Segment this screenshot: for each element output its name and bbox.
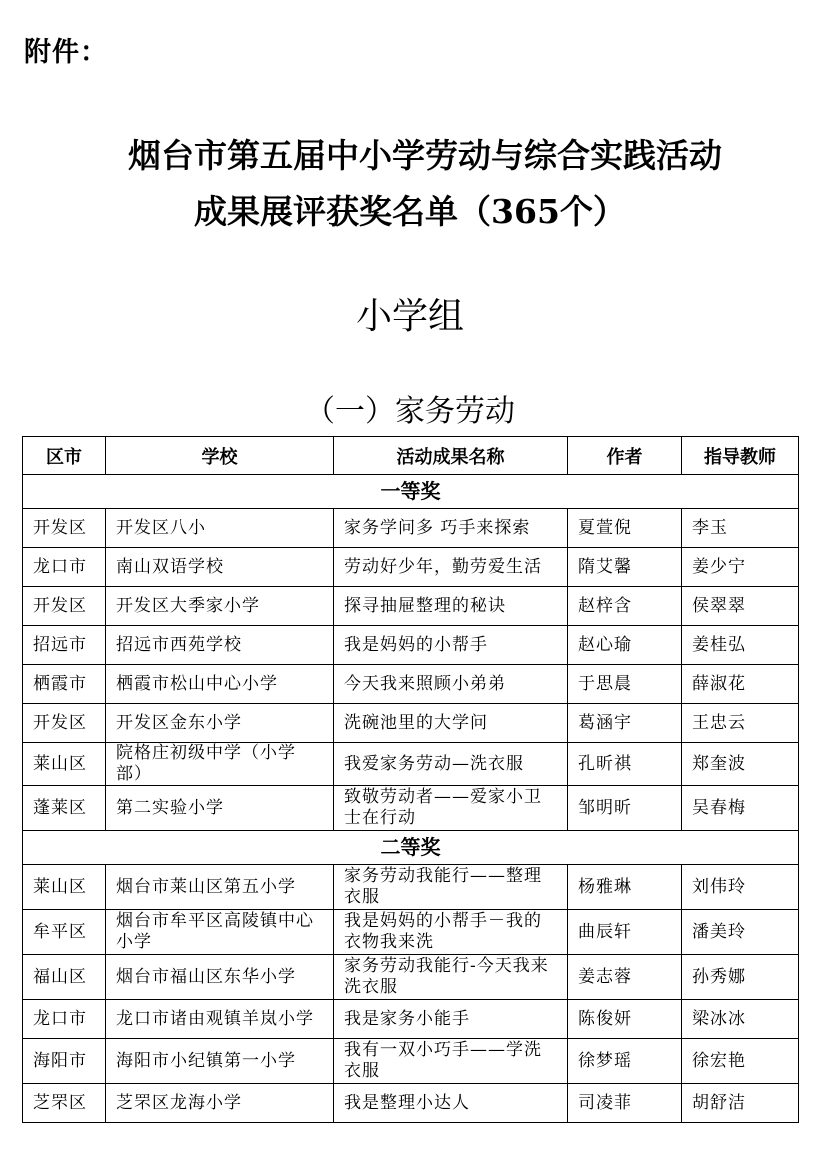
cell-school: 开发区八小	[106, 509, 334, 548]
cell-work: 劳动好少年，勤劳爱生活	[334, 548, 568, 587]
cell-teacher: 郑奎波	[682, 743, 799, 786]
cell-school: 开发区大季家小学	[106, 587, 334, 626]
header-work-title: 活动成果名称	[334, 437, 568, 475]
cell-author: 孔昕祺	[568, 743, 682, 786]
cell-author: 邹明昕	[568, 786, 682, 831]
table-row	[23, 1084, 799, 1123]
cell-teacher: 王忠云	[682, 704, 799, 743]
table-row	[23, 1039, 799, 1084]
cell-district: 龙口市	[23, 1000, 106, 1039]
cell-school: 海阳市小纪镇第一小学	[106, 1039, 334, 1084]
award-level-row	[23, 475, 799, 509]
table-row	[23, 910, 799, 955]
cell-school: 南山双语学校	[106, 548, 334, 587]
first-prize-label: 一等奖	[23, 475, 799, 509]
cell-author: 隋艾馨	[568, 548, 682, 587]
cell-district: 莱山区	[23, 865, 106, 910]
cell-teacher: 孙秀娜	[682, 955, 799, 1000]
second-prize-label: 二等奖	[23, 831, 799, 865]
table-row	[23, 786, 799, 831]
table-header-row	[23, 437, 799, 475]
cell-teacher: 姜桂弘	[682, 626, 799, 665]
table-row	[23, 955, 799, 1000]
cell-school: 烟台市牟平区高陵镇中心小学	[106, 910, 334, 955]
table-row	[23, 743, 799, 786]
cell-district: 莱山区	[23, 743, 106, 786]
cell-author: 杨雅琳	[568, 865, 682, 910]
cell-teacher: 吴春梅	[682, 786, 799, 831]
cell-work: 家务劳动我能行-今天我来洗衣服	[334, 955, 568, 1000]
cell-teacher: 潘美玲	[682, 910, 799, 955]
document-title-line-2: 成果展评获奖名单（365个）	[194, 192, 626, 231]
cell-author: 赵心瑜	[568, 626, 682, 665]
table-body	[23, 475, 799, 1123]
cell-district: 福山区	[23, 955, 106, 1000]
cell-work: 我是妈妈的小帮手	[334, 626, 568, 665]
cell-school: 芝罘区龙海小学	[106, 1084, 334, 1123]
cell-district: 龙口市	[23, 548, 106, 587]
table-row	[23, 865, 799, 910]
header-teacher: 指导教师	[682, 437, 799, 475]
header-school: 学校	[106, 437, 334, 475]
cell-work: 家务学问多 巧手来探索	[334, 509, 568, 548]
award-level-row	[23, 831, 799, 865]
cell-teacher: 胡舒洁	[682, 1084, 799, 1123]
cell-author: 陈俊妍	[568, 1000, 682, 1039]
header-district: 区市	[23, 437, 106, 475]
cell-work: 我爱家务劳动—洗衣服	[334, 743, 568, 786]
cell-work: 我是家务小能手	[334, 1000, 568, 1039]
cell-work: 我是妈妈的小帮手－我的衣物我来洗	[334, 910, 568, 955]
cell-author: 姜志蓉	[568, 955, 682, 1000]
cell-district: 开发区	[23, 509, 106, 548]
cell-district: 栖霞市	[23, 665, 106, 704]
header-author: 作者	[568, 437, 682, 475]
section-title: （一）家务劳动	[305, 394, 515, 429]
cell-teacher: 徐宏艳	[682, 1039, 799, 1084]
cell-teacher: 梁冰冰	[682, 1000, 799, 1039]
table-row	[23, 1000, 799, 1039]
cell-district: 招远市	[23, 626, 106, 665]
cell-school: 院格庄初级中学（小学部）	[106, 743, 334, 786]
cell-district: 蓬莱区	[23, 786, 106, 831]
attachment-label: 附件：	[24, 37, 108, 68]
cell-author: 葛涵宇	[568, 704, 682, 743]
table-row	[23, 665, 799, 704]
cell-district: 开发区	[23, 704, 106, 743]
cell-teacher: 刘伟玲	[682, 865, 799, 910]
cell-school: 栖霞市松山中心小学	[106, 665, 334, 704]
cell-author: 曲辰轩	[568, 910, 682, 955]
cell-author: 司凌菲	[568, 1084, 682, 1123]
cell-school: 龙口市诸由观镇羊岚小学	[106, 1000, 334, 1039]
cell-work: 致敬劳动者——爱家小卫士在行动	[334, 786, 568, 831]
cell-author: 徐梦瑶	[568, 1039, 682, 1084]
award-table	[22, 436, 799, 1123]
cell-teacher: 李玉	[682, 509, 799, 548]
cell-work: 洗碗池里的大学问	[334, 704, 568, 743]
cell-district: 牟平区	[23, 910, 106, 955]
cell-author: 赵梓含	[568, 587, 682, 626]
table-row	[23, 626, 799, 665]
cell-teacher: 薛淑花	[682, 665, 799, 704]
cell-author: 夏萱倪	[568, 509, 682, 548]
table-row	[23, 509, 799, 548]
cell-teacher: 姜少宁	[682, 548, 799, 587]
cell-district: 芝罘区	[23, 1084, 106, 1123]
cell-work: 我有一双小巧手——学洗衣服	[334, 1039, 568, 1084]
cell-district: 海阳市	[23, 1039, 106, 1084]
table-row	[23, 548, 799, 587]
cell-work: 探寻抽屉整理的秘诀	[334, 587, 568, 626]
cell-school: 招远市西苑学校	[106, 626, 334, 665]
cell-teacher: 侯翠翠	[682, 587, 799, 626]
cell-district: 开发区	[23, 587, 106, 626]
cell-work: 我是整理小达人	[334, 1084, 568, 1123]
cell-school: 第二实验小学	[106, 786, 334, 831]
table-row	[23, 704, 799, 743]
cell-school: 开发区金东小学	[106, 704, 334, 743]
table-row	[23, 587, 799, 626]
cell-author: 于思晨	[568, 665, 682, 704]
cell-work: 今天我来照顾小弟弟	[334, 665, 568, 704]
document-title-line-1: 烟台市第五届中小学劳动与综合实践活动	[128, 136, 722, 175]
cell-school: 烟台市莱山区第五小学	[106, 865, 334, 910]
cell-work: 家务劳动我能行——整理衣服	[334, 865, 568, 910]
cell-school: 烟台市福山区东华小学	[106, 955, 334, 1000]
group-title: 小学组	[355, 296, 464, 337]
